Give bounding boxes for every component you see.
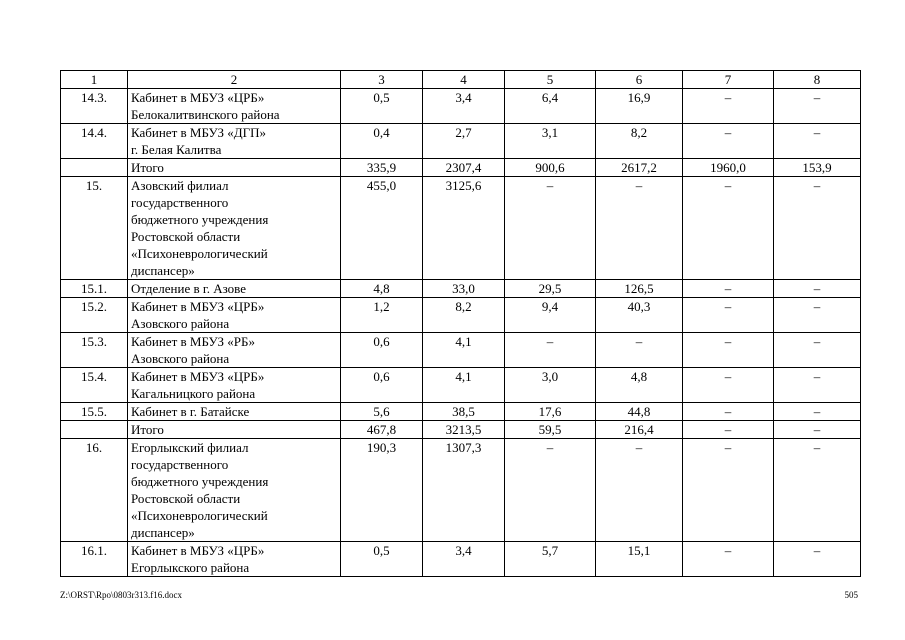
table-row: [61, 298, 861, 333]
row-name-line: Кабинет в МБУЗ «ЦРБ»: [131, 90, 265, 105]
value-cell-v4: 38,5: [423, 403, 505, 421]
value-cell-v3: 0,6: [341, 368, 423, 403]
value-cell-v8: –: [774, 403, 861, 421]
value-cell-v6: 40,3: [596, 298, 683, 333]
value-cell-v5: –: [505, 333, 596, 368]
row-name-line: государственного: [131, 195, 229, 210]
row-name-line: Отделение в г. Азове: [131, 281, 247, 296]
value-cell-v8: –: [774, 280, 861, 298]
value-cell-v4: 3125,6: [423, 177, 505, 280]
value-cell-v6: 126,5: [596, 280, 683, 298]
value-cell-v7: –: [683, 280, 774, 298]
value-cell-v5: 900,6: [505, 159, 596, 177]
value-cell-v8: –: [774, 298, 861, 333]
value-cell-v6: 2617,2: [596, 159, 683, 177]
value-cell-v4: 2,7: [423, 124, 505, 159]
data-table: [60, 70, 861, 577]
row-number-cell: 15.5.: [61, 403, 128, 421]
value-cell-v7: –: [683, 89, 774, 124]
value-cell-v4: 33,0: [423, 280, 505, 298]
value-cell-v7: –: [683, 403, 774, 421]
value-cell-v4: 4,1: [423, 333, 505, 368]
row-name-line: диспансер»: [131, 263, 195, 278]
row-number-cell: 15.2.: [61, 298, 128, 333]
row-number-cell: [61, 421, 128, 439]
value-cell-v7: –: [683, 421, 774, 439]
value-cell-v7: –: [683, 333, 774, 368]
value-cell-v5: –: [505, 439, 596, 542]
row-name-line: Кабинет в г. Батайске: [131, 404, 250, 419]
row-name-line: Кабинет в МБУЗ «ЦРБ»: [131, 543, 265, 558]
row-name-cell: [128, 124, 341, 159]
value-cell-v6: –: [596, 439, 683, 542]
row-number-cell: [61, 159, 128, 177]
value-cell-v3: 0,5: [341, 89, 423, 124]
row-name-line: Итого: [131, 160, 164, 175]
value-cell-v6: –: [596, 333, 683, 368]
header-cell: 3: [341, 71, 423, 89]
row-name-line: г. Белая Калитва: [131, 142, 222, 157]
value-cell-v3: 190,3: [341, 439, 423, 542]
row-name-line: Кабинет в МБУЗ «ЦРБ»: [131, 369, 265, 384]
table-row: [61, 403, 861, 421]
row-name-line: бюджетного учреждения: [131, 474, 269, 489]
value-cell-v3: 455,0: [341, 177, 423, 280]
row-name-line: Итого: [131, 422, 164, 437]
value-cell-v3: 1,2: [341, 298, 423, 333]
row-name-cell: [128, 439, 341, 542]
value-cell-v8: –: [774, 177, 861, 280]
table-header-row: [61, 71, 861, 89]
table-row: [61, 159, 861, 177]
value-cell-v8: –: [774, 421, 861, 439]
row-number-cell: 14.4.: [61, 124, 128, 159]
header-cell: 4: [423, 71, 505, 89]
value-cell-v6: 16,9: [596, 89, 683, 124]
row-name-cell: [128, 542, 341, 577]
value-cell-v4: 3,4: [423, 542, 505, 577]
footer-page-number: 505: [844, 590, 858, 600]
row-number-cell: 15.4.: [61, 368, 128, 403]
value-cell-v8: –: [774, 89, 861, 124]
table-row: [61, 124, 861, 159]
header-cell: 1: [61, 71, 128, 89]
value-cell-v8: –: [774, 368, 861, 403]
table-row: [61, 421, 861, 439]
row-name-line: Кабинет в МБУЗ «РБ»: [131, 334, 255, 349]
table-row: [61, 439, 861, 542]
row-name-cell: [128, 89, 341, 124]
row-name-line: Кабинет в МБУЗ «ЦРБ»: [131, 299, 265, 314]
value-cell-v5: –: [505, 177, 596, 280]
value-cell-v8: –: [774, 124, 861, 159]
row-name-cell: [128, 333, 341, 368]
row-name-line: Кабинет в МБУЗ «ДГП»: [131, 125, 267, 140]
value-cell-v7: –: [683, 177, 774, 280]
value-cell-v7: –: [683, 368, 774, 403]
footer-file-path: Z:\ORST\Rpo\0803r313.f16.docx: [60, 590, 182, 600]
table-row: [61, 368, 861, 403]
value-cell-v8: 153,9: [774, 159, 861, 177]
row-number-cell: 16.1.: [61, 542, 128, 577]
value-cell-v3: 335,9: [341, 159, 423, 177]
row-name-line: Егорлыкского района: [131, 560, 250, 575]
value-cell-v3: 0,4: [341, 124, 423, 159]
row-number-cell: 16.: [61, 439, 128, 542]
row-name-line: бюджетного учреждения: [131, 212, 269, 227]
row-name-line: государственного: [131, 457, 229, 472]
value-cell-v7: –: [683, 124, 774, 159]
table-row: [61, 333, 861, 368]
value-cell-v4: 3213,5: [423, 421, 505, 439]
header-cell: 6: [596, 71, 683, 89]
row-name-line: диспансер»: [131, 525, 195, 540]
value-cell-v5: 9,4: [505, 298, 596, 333]
value-cell-v3: 467,8: [341, 421, 423, 439]
value-cell-v8: –: [774, 439, 861, 542]
value-cell-v8: –: [774, 333, 861, 368]
table-row: [61, 89, 861, 124]
row-name-line: Азовский филиал: [131, 178, 229, 193]
row-name-line: Егорлыкский филиал: [131, 440, 249, 455]
row-name-line: Азовского района: [131, 351, 230, 366]
row-name-line: Белокалитвинского района: [131, 107, 280, 122]
table-row: [61, 280, 861, 298]
table-body: [61, 71, 861, 577]
row-name-line: Кагальницкого района: [131, 386, 256, 401]
value-cell-v4: 3,4: [423, 89, 505, 124]
value-cell-v3: 0,6: [341, 333, 423, 368]
value-cell-v7: –: [683, 439, 774, 542]
value-cell-v5: 29,5: [505, 280, 596, 298]
row-name-cell: [128, 421, 341, 439]
header-cell: 2: [128, 71, 341, 89]
value-cell-v5: 6,4: [505, 89, 596, 124]
row-name-line: «Психоневрологический: [131, 246, 268, 261]
value-cell-v5: 5,7: [505, 542, 596, 577]
value-cell-v6: 15,1: [596, 542, 683, 577]
value-cell-v6: 216,4: [596, 421, 683, 439]
header-cell: 7: [683, 71, 774, 89]
row-name-cell: [128, 298, 341, 333]
table-row: [61, 542, 861, 577]
value-cell-v4: 8,2: [423, 298, 505, 333]
value-cell-v6: 8,2: [596, 124, 683, 159]
row-name-line: Ростовской области: [131, 491, 241, 506]
value-cell-v5: 3,1: [505, 124, 596, 159]
row-name-line: «Психоневрологический: [131, 508, 268, 523]
value-cell-v4: 2307,4: [423, 159, 505, 177]
row-name-cell: [128, 368, 341, 403]
value-cell-v7: 1960,0: [683, 159, 774, 177]
row-name-cell: [128, 403, 341, 421]
row-name-cell: [128, 159, 341, 177]
row-name-line: Ростовской области: [131, 229, 241, 244]
value-cell-v5: 3,0: [505, 368, 596, 403]
value-cell-v5: 17,6: [505, 403, 596, 421]
value-cell-v5: 59,5: [505, 421, 596, 439]
value-cell-v3: 4,8: [341, 280, 423, 298]
row-name-cell: [128, 177, 341, 280]
value-cell-v4: 4,1: [423, 368, 505, 403]
table-row: [61, 177, 861, 280]
value-cell-v4: 1307,3: [423, 439, 505, 542]
value-cell-v6: 44,8: [596, 403, 683, 421]
value-cell-v8: –: [774, 542, 861, 577]
row-name-line: Азовского района: [131, 316, 230, 331]
header-cell: 5: [505, 71, 596, 89]
row-name-cell: [128, 280, 341, 298]
value-cell-v6: –: [596, 177, 683, 280]
value-cell-v3: 0,5: [341, 542, 423, 577]
value-cell-v7: –: [683, 298, 774, 333]
value-cell-v3: 5,6: [341, 403, 423, 421]
value-cell-v7: –: [683, 542, 774, 577]
row-number-cell: 15.1.: [61, 280, 128, 298]
row-number-cell: 15.: [61, 177, 128, 280]
header-cell: 8: [774, 71, 861, 89]
row-number-cell: 15.3.: [61, 333, 128, 368]
value-cell-v6: 4,8: [596, 368, 683, 403]
row-number-cell: 14.3.: [61, 89, 128, 124]
